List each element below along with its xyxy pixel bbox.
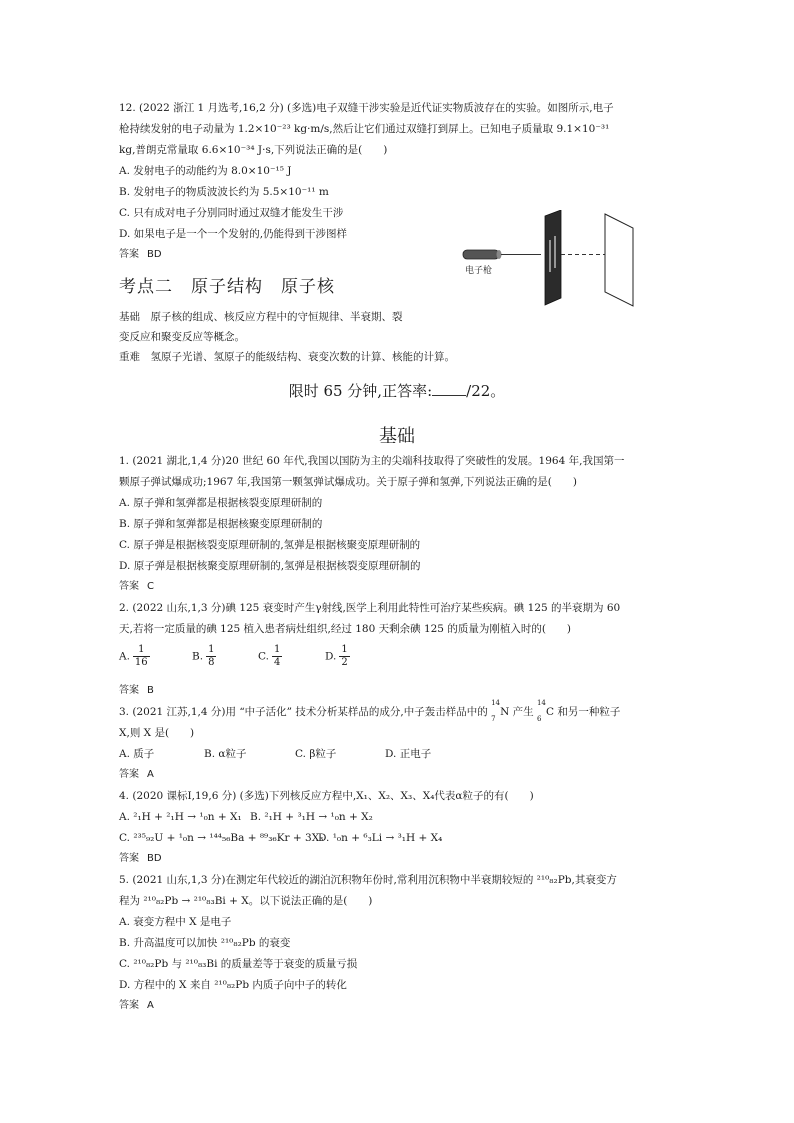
q5-stem-line2: 程为 ²¹⁰₈₂Pb → ²¹⁰₈₃Bi + X。以下说法正确的是( ) <box>119 895 373 907</box>
q4-option-b: B. ²₁H + ³₁H → ¹₀n + X₂ <box>250 811 373 823</box>
q3-stem-line1: 3. (2021 江苏,1,4 分)用 “中子活化” 技术分析某样品的成分,中子轰击样品中的 14 7 N 产生 14 6 C 和另一种粒子 <box>119 699 621 723</box>
q2-option-a: A. $\frac{1}{16}$ <box>119 644 148 668</box>
q2-option-b: B. $\frac{1}{8}$ <box>192 644 215 668</box>
answer-label: 答案 <box>119 249 139 260</box>
q1-option-d: D. 原子弹是根据核聚变原理研制的,氢弹是根据核裂变原理研制的 <box>119 560 421 572</box>
answer-value: B <box>147 685 154 696</box>
q1-option-a: A. 原子弹和氢弹都是根据核裂变原理研制的 <box>119 497 323 509</box>
answer-label: 答案 <box>119 853 139 864</box>
q5-option-c: C. ²¹⁰₈₂Pb 与 ²¹⁰₈₃Bi 的质量差等于衰变的质量亏损 <box>119 958 358 970</box>
q2-stem-line1: 2. (2022 山东,1,3 分)碘 125 衰变时产生γ射线,医学上利用此特性可治疗某些疾病。碘 125 的半衰期为 60 <box>119 602 621 614</box>
q2-option-d: D. $\frac{1}{2}$ <box>325 644 348 668</box>
q2-answer <box>119 684 154 698</box>
q12-stem-line2: 枪持续发射的电子动量为 1.2×10⁻²³ kg·m/s,然后让它们通过双缝打到屏上。已知电子质量取 9.1×10⁻³¹ <box>119 123 610 135</box>
answer-label: 答案 <box>119 581 139 592</box>
q3-option-a: A. 质子 <box>119 748 155 760</box>
q5-option-b: B. 升高温度可以加快 ²¹⁰₈₂Pb 的衰变 <box>119 937 291 949</box>
q5-stem-line1: 5. (2021 山东,1,3 分)在测定年代较近的湖泊沉积物年份时,常利用沉积物中半衰期较短的 ²¹⁰₈₂Pb,其衰变方 <box>119 874 617 886</box>
section-number: 考点二 <box>119 277 173 297</box>
q1-option-b: B. 原子弹和氢弹都是根据核聚变原理研制的 <box>119 518 323 530</box>
q3-answer <box>119 768 154 782</box>
heading-basic: 基础 <box>379 426 415 447</box>
section-hard: 重难 氢原子光谱、氢原子的能级结构、衰变次数的计算、核能的计算。 <box>119 351 455 363</box>
q12-stem-line3: kg,普朗克常量取 6.6×10⁻³⁴ J·s,下列说法正确的是( ) <box>119 144 388 156</box>
section-basic-line2: 变反应和聚变反应等概念。 <box>119 331 245 343</box>
q4-option-c: C. ²³⁵₉₂U + ¹₀n → ¹⁴⁴₅₆Ba + ⁸⁹₃₆Kr + 3X₃ <box>119 832 324 844</box>
q3-option-b: B. α粒子 <box>204 748 247 760</box>
answer-value: A <box>147 769 154 780</box>
q3-option-c: C. β粒子 <box>295 748 337 760</box>
section-topic-2: 原子核 <box>281 277 335 297</box>
q2-stem-line2: 天,若将一定质量的碘 125 植入患者病灶组织,经过 180 天剩余碘 125 的质量为刚植入时的( ) <box>119 623 572 635</box>
time-limit-suffix: /22。 <box>466 382 506 400</box>
answer-label: 答案 <box>119 685 139 696</box>
answer-value: C <box>147 581 154 592</box>
q1-stem-line1: 1. (2021 湖北,1,4 分)20 世纪 60 年代,我国以国防为主的尖端科技取得了突破性的发展。1964 年,我国第一 <box>119 455 625 467</box>
section-topic-1: 原子结构 <box>191 277 263 297</box>
q5-answer <box>119 999 154 1013</box>
answer-value: BD <box>147 853 162 864</box>
time-limit-prefix: 限时 65 分钟,正答率: <box>288 382 433 400</box>
double-slit-figure <box>455 210 655 314</box>
q4-option-d: D. ¹₀n + ⁶₃Li → ³₁H + X₄ <box>318 832 443 844</box>
score-blank <box>432 381 466 396</box>
answer-value: BD <box>147 249 162 260</box>
figure-label-electron-gun: 电子枪 <box>465 266 493 276</box>
answer-label: 答案 <box>119 1000 139 1011</box>
q1-option-c: C. 原子弹是根据核裂变原理研制的,氢弹是根据核聚变原理研制的 <box>119 539 421 551</box>
q4-answer <box>119 852 162 866</box>
q3-stem-line2: X,则 X 是( ) <box>119 727 195 739</box>
time-limit <box>0 380 794 401</box>
q4-option-a: A. ²₁H + ²₁H → ¹₀n + X₁ <box>119 811 242 823</box>
q12-answer <box>119 248 162 262</box>
nuclide-n14: 14 7 N <box>491 699 510 723</box>
q4-stem: 4. (2020 课标Ⅰ,19,6 分) (多选)下列核反应方程中,X₁、X₂、X₃、X₄代表α粒子的有( ) <box>119 790 534 802</box>
q12-option-a: A. 发射电子的动能约为 8.0×10⁻¹⁵ J <box>119 165 292 177</box>
answer-value: A <box>147 1000 154 1011</box>
q1-stem-line2: 颗原子弹试爆成功;1967 年,我国第一颗氢弹试爆成功。关于原子弹和氢弹,下列说法正确的是( ) <box>119 476 577 488</box>
q1-answer <box>119 580 154 594</box>
q2-option-c: C. $\frac{1}{4}$ <box>258 644 281 668</box>
nuclide-c14: 14 6 C <box>536 699 554 723</box>
section-basic-line1: 基础 原子核的组成、核反应方程中的守恒规律、半衰期、裂 <box>119 311 403 323</box>
q5-option-a: A. 衰变方程中 X 是电子 <box>119 916 232 928</box>
q12-option-c: C. 只有成对电子分别同时通过双缝才能发生干涉 <box>119 207 344 219</box>
q5-option-d: D. 方程中的 X 来自 ²¹⁰₈₂Pb 内质子向中子的转化 <box>119 979 347 991</box>
q3-option-d: D. 正电子 <box>385 748 432 760</box>
q12-option-d: D. 如果电子是一个一个发射的,仍能得到干涉图样 <box>119 228 348 240</box>
answer-label: 答案 <box>119 769 139 780</box>
q12-option-b: B. 发射电子的物质波波长约为 5.5×10⁻¹¹ m <box>119 186 329 198</box>
q12-stem-line1: 12. (2022 浙江 1 月选考,16,2 分) (多选)电子双缝干涉实验是近代证实物质波存在的实验。如图所示,电子 <box>119 102 614 114</box>
section-title <box>119 272 353 297</box>
